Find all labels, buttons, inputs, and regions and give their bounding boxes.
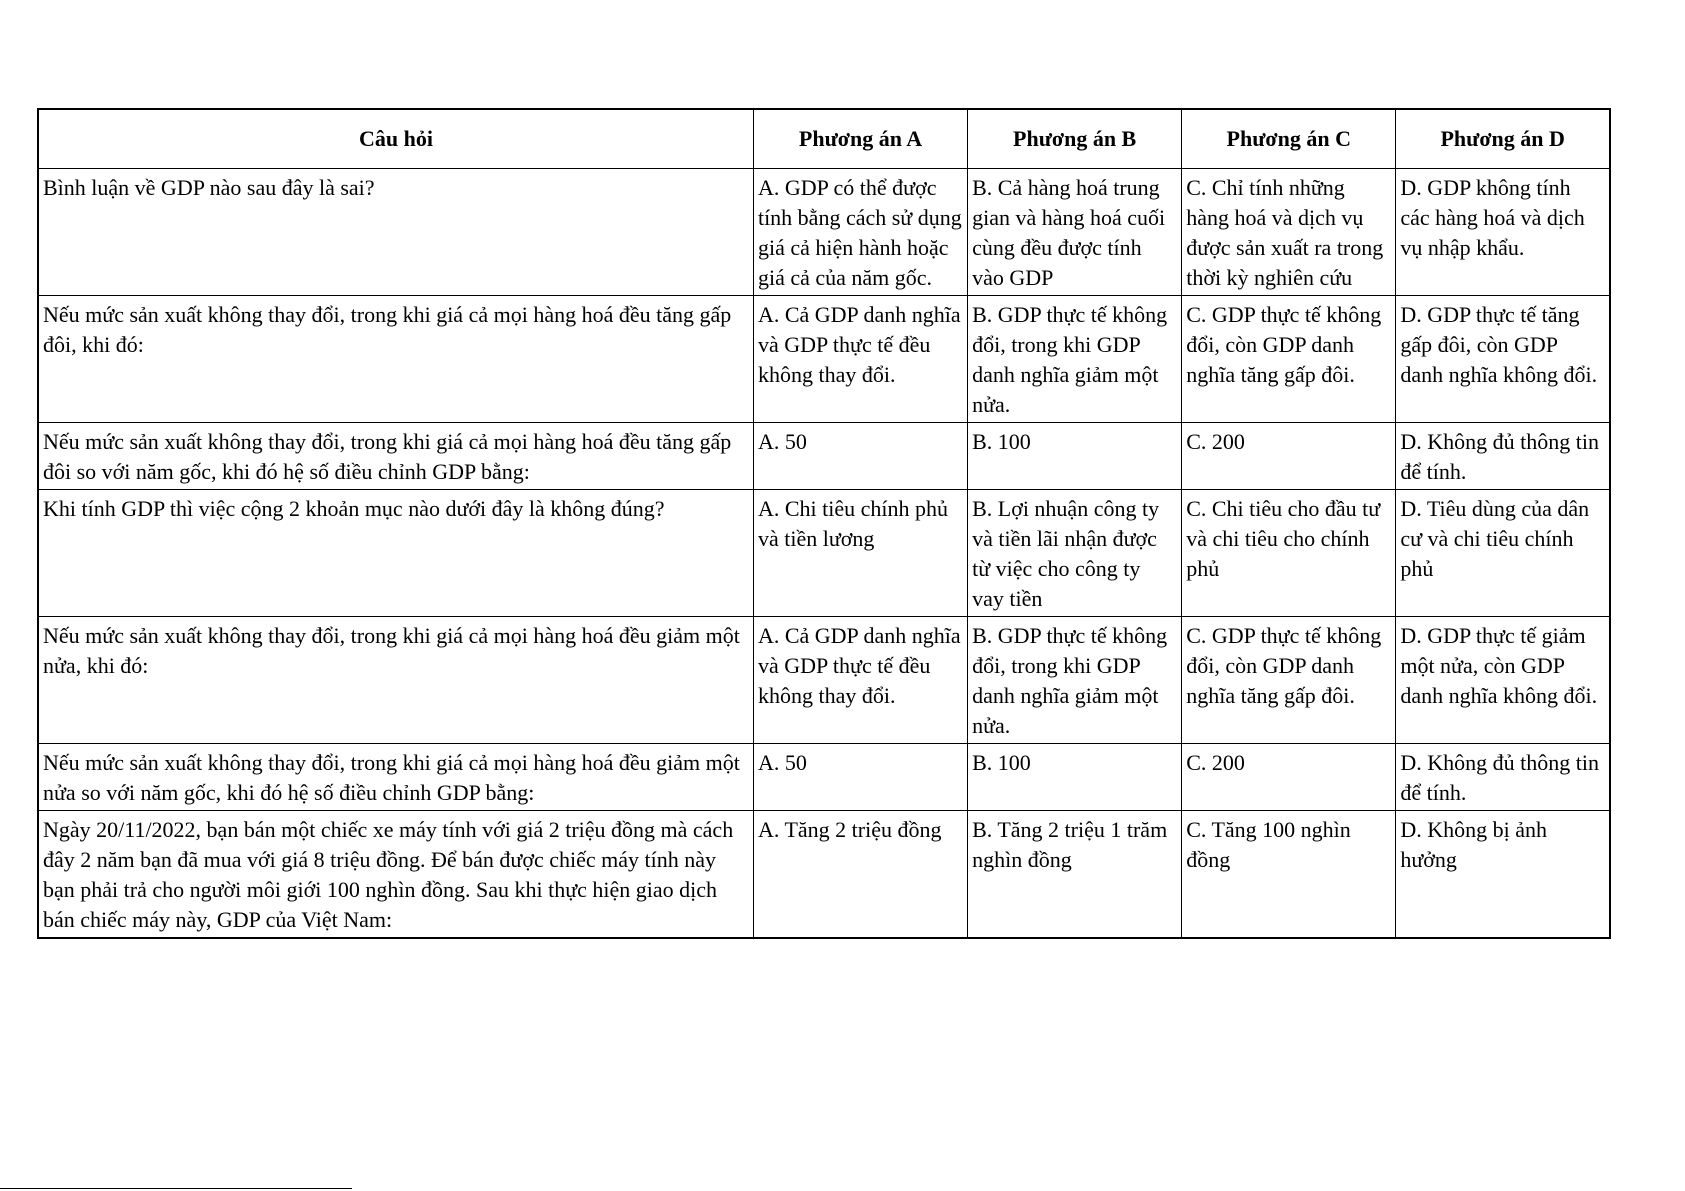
header-option-b: Phương án B: [968, 109, 1182, 169]
question-cell: Ngày 20/11/2022, bạn bán một chiếc xe máy tính với giá 2 triệu đồng mà cách đây 2 năm bạn đã mua với giá 8 triệu đồng. Để bán được chiếc máy tính này bạn phải trả cho người môi giới 100 nghìn đồng. Sau khi thực hiện giao dịch bán chiếc máy này, GDP của Việt Nam:: [38, 811, 753, 939]
option-a-cell: A. 50: [753, 423, 967, 490]
question-cell: Nếu mức sản xuất không thay đổi, trong khi giá cả mọi hàng hoá đều tăng gấp đôi, khi đó:: [38, 296, 753, 423]
option-b-cell: B. Tăng 2 triệu 1 trăm nghìn đồng: [968, 811, 1182, 939]
table-row: [38, 169, 1610, 296]
option-a-cell: A. 50: [753, 744, 967, 811]
option-d-cell: D. Không đủ thông tin để tính.: [1396, 744, 1610, 811]
option-d-cell: D. GDP thực tế giảm một nửa, còn GDP danh nghĩa không đổi.: [1396, 617, 1610, 744]
table-row: [38, 423, 1610, 490]
option-c-cell: C. Chi tiêu cho đầu tư và chi tiêu cho chính phủ: [1182, 490, 1396, 617]
option-c-cell: C. GDP thực tế không đổi, còn GDP danh nghĩa tăng gấp đôi.: [1182, 296, 1396, 423]
footnote-divider: [0, 1188, 352, 1189]
question-table: [37, 108, 1611, 939]
option-b-cell: B. 100: [968, 423, 1182, 490]
option-b-cell: B. Cả hàng hoá trung gian và hàng hoá cuối cùng đều được tính vào GDP: [968, 169, 1182, 296]
option-d-cell: D. Không đủ thông tin để tính.: [1396, 423, 1610, 490]
table-row: [38, 811, 1610, 939]
option-d-cell: D. Không bị ảnh hưởng: [1396, 811, 1610, 939]
question-cell: Bình luận về GDP nào sau đây là sai?: [38, 169, 753, 296]
option-d-cell: D. Tiêu dùng của dân cư và chi tiêu chính phủ: [1396, 490, 1610, 617]
option-d-cell: D. GDP không tính các hàng hoá và dịch vụ nhập khẩu.: [1396, 169, 1610, 296]
table-row: [38, 296, 1610, 423]
option-b-cell: B. GDP thực tế không đổi, trong khi GDP danh nghĩa giảm một nửa.: [968, 617, 1182, 744]
option-c-cell: C. Chỉ tính những hàng hoá và dịch vụ được sản xuất ra trong thời kỳ nghiên cứu: [1182, 169, 1396, 296]
option-c-cell: C. GDP thực tế không đổi, còn GDP danh nghĩa tăng gấp đôi.: [1182, 617, 1396, 744]
option-c-cell: C. 200: [1182, 744, 1396, 811]
header-option-c: Phương án C: [1182, 109, 1396, 169]
option-a-cell: A. Cả GDP danh nghĩa và GDP thực tế đều không thay đổi.: [753, 617, 967, 744]
header-question: Câu hỏi: [38, 109, 753, 169]
header-row: [38, 109, 1610, 169]
option-b-cell: B. GDP thực tế không đổi, trong khi GDP danh nghĩa giảm một nửa.: [968, 296, 1182, 423]
question-cell: Nếu mức sản xuất không thay đổi, trong khi giá cả mọi hàng hoá đều tăng gấp đôi so với năm gốc, khi đó hệ số điều chỉnh GDP bằng:: [38, 423, 753, 490]
option-b-cell: B. 100: [968, 744, 1182, 811]
table-row: [38, 490, 1610, 617]
option-c-cell: C. 200: [1182, 423, 1396, 490]
option-a-cell: A. Cả GDP danh nghĩa và GDP thực tế đều không thay đổi.: [753, 296, 967, 423]
header-option-a: Phương án A: [753, 109, 967, 169]
question-cell: Nếu mức sản xuất không thay đổi, trong khi giá cả mọi hàng hoá đều giảm một nửa so với năm gốc, khi đó hệ số điều chỉnh GDP bằng:: [38, 744, 753, 811]
table-row: [38, 744, 1610, 811]
header-option-d: Phương án D: [1396, 109, 1610, 169]
option-b-cell: B. Lợi nhuận công ty và tiền lãi nhận được từ việc cho công ty vay tiền: [968, 490, 1182, 617]
table-row: [38, 617, 1610, 744]
option-a-cell: A. Tăng 2 triệu đồng: [753, 811, 967, 939]
option-d-cell: D. GDP thực tế tăng gấp đôi, còn GDP danh nghĩa không đổi.: [1396, 296, 1610, 423]
option-c-cell: C. Tăng 100 nghìn đồng: [1182, 811, 1396, 939]
question-cell: Nếu mức sản xuất không thay đổi, trong khi giá cả mọi hàng hoá đều giảm một nửa, khi đó:: [38, 617, 753, 744]
question-cell: Khi tính GDP thì việc cộng 2 khoản mục nào dưới đây là không đúng?: [38, 490, 753, 617]
option-a-cell: A. Chi tiêu chính phủ và tiền lương: [753, 490, 967, 617]
option-a-cell: A. GDP có thể được tính bằng cách sử dụng giá cả hiện hành hoặc giá cả của năm gốc.: [753, 169, 967, 296]
